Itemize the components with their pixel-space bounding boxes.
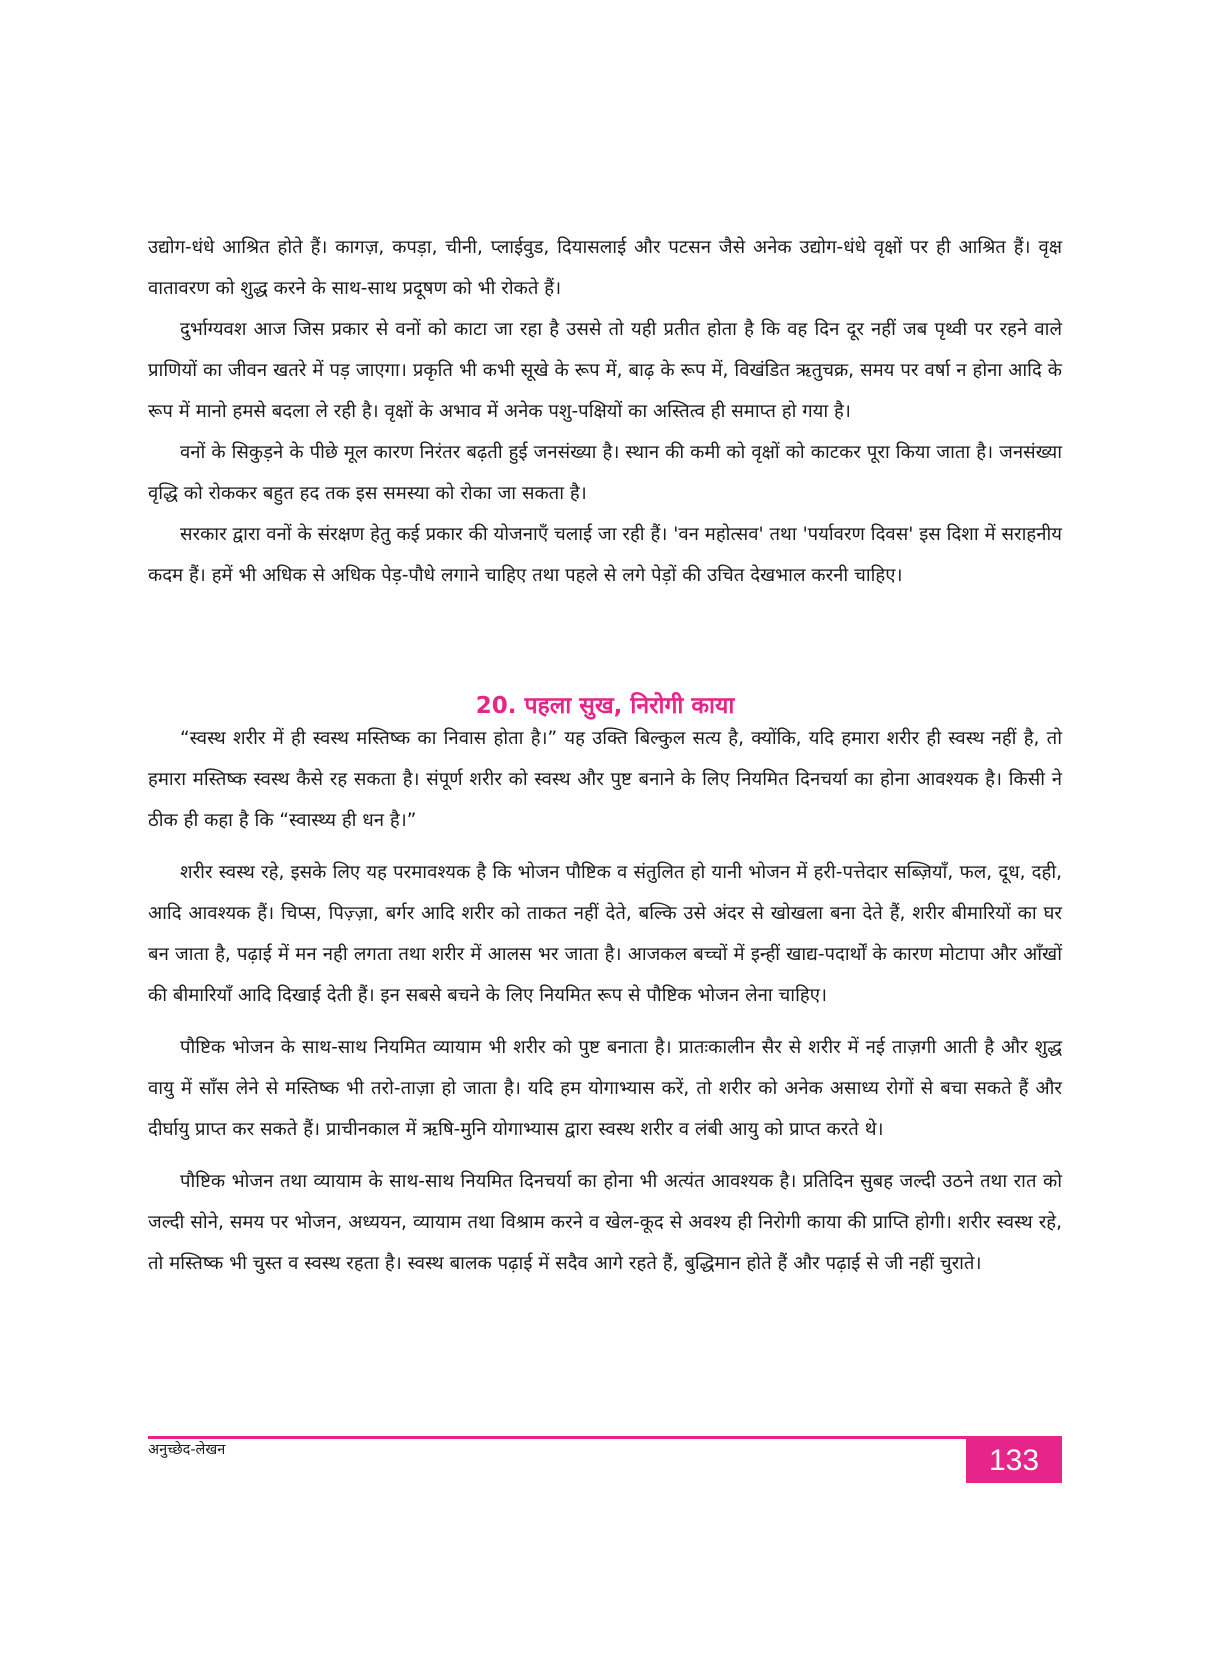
- section-title: 20. पहला सुख, निरोगी काया: [475, 693, 735, 719]
- footer-label: अनुच्छेद-लेखन: [148, 1442, 226, 1458]
- paragraph: शरीर स्वस्थ रहे, इसके लिए यह परमावश्यक है कि भोजन पौष्टिक व संतुलित हो यानी भोजन में हरी-पत्तेदार सब्ज़ियाँ, फल, दूध, दही, आदि आवश्यक हैं। चिप्स, पिज़्ज़ा, बर्गर आदि शरीर को ताकत नहीं देते, बल्कि उसे अंदर से खोखला बना देते हैं, शरीर बीमारियों का घर बन जाता है, पढ़ाई में मन नही लगता तथा शरीर में आलस भर जाता है। आजकल बच्चों में इन्हीं खाद्य-पदार्थों के कारण मोटापा और आँखों की बीमारियाँ आदि दिखाई देती हैं। इन सबसे बचने के लिए नियमित रूप से पौष्टिक भोजन लेना चाहिए।: [148, 862, 1062, 1006]
- page: [148, 0, 1062, 1656]
- paragraph: पौष्टिक भोजन तथा व्यायाम के साथ-साथ नियमित दिनचर्या का होना भी अत्यंत आवश्यक है। प्रतिदिन सुबह जल्दी उठने तथा रात को जल्दी सोने, समय पर भोजन, अध्ययन, व्यायाम तथा विश्राम करने व खेल-कूद से अवश्य ही निरोगी काया की प्राप्ति होगी। शरीर स्वस्थ रहे, तो मस्तिष्क भी चुस्त व स्वस्थ रहता है। स्वस्थ बालक पढ़ाई में सदैव आगे रहते हैं, बुद्धिमान होते हैं और पढ़ाई से जी नहीं चुराते।: [148, 1171, 1062, 1274]
- paragraph: उद्योग-धंधे आश्रित होते हैं। कागज़, कपड़ा, चीनी, प्लाईवुड, दियासलाई और पटसन जैसे अनेक उद्योग-धंधे वृक्षों पर ही आश्रित हैं। वृक्ष वातावरण को शुद्ध करने के साथ-साथ प्रदूषण को भी रोकते हैं।: [148, 237, 1062, 299]
- paragraph: दुर्भाग्यवश आज जिस प्रकार से वनों को काटा जा रहा है उससे तो यही प्रतीत होता है कि वह दिन दूर नहीं जब पृथ्वी पर रहने वाले प्राणियों का जीवन खतरे में पड़ जाएगा। प्रकृति भी कभी सूखे के रूप में, बाढ़ के रूप में, विखंडित ऋतुचक्र, समय पर वर्षा न होना आदि के रूप में मानो हमसे बदला ले रही है। वृक्षों के अभाव में अनेक पशु-पक्षियों का अस्तित्व ही समाप्त हो गया है।: [148, 319, 1062, 422]
- footer-divider: [148, 1436, 1062, 1439]
- paragraph: वनों के सिकुड़ने के पीछे मूल कारण निरंतर बढ़ती हुई जनसंख्या है। स्थान की कमी को वृक्षों को काटकर पूरा किया जाता है। जनसंख्या वृद्धि को रोककर बहुत हद तक इस समस्या को रोका जा सकता है।: [148, 442, 1062, 504]
- page-number: 133: [966, 1439, 1062, 1483]
- paragraph: “स्वस्थ शरीर में ही स्वस्थ मस्तिष्क का निवास होता है।” यह उक्ति बिल्कुल सत्य है, क्योंकि, यदि हमारा शरीर ही स्वस्थ नहीं है, तो हमारा मस्तिष्क स्वस्थ कैसे रह सकता है। संपूर्ण शरीर को स्वस्थ और पुष्ट बनाने के लिए नियमित दिनचर्या का होना आवश्यक है। किसी ने ठीक ही कहा है कि “स्वास्थ्य ही धन है।”: [148, 728, 1062, 831]
- paragraph: सरकार द्वारा वनों के संरक्षण हेतु कई प्रकार की योजनाएँ चलाई जा रही हैं। 'वन महोत्सव' तथा 'पर्यावरण दिवस' इस दिशा में सराहनीय कदम हैं। हमें भी अधिक से अधिक पेड़-पौधे लगाने चाहिए तथा पहले से लगे पेड़ों की उचित देखभाल करनी चाहिए।: [148, 524, 1062, 586]
- continuation-text: [148, 227, 1062, 596]
- section-text: [148, 718, 1062, 1284]
- paragraph: पौष्टिक भोजन के साथ-साथ नियमित व्यायाम भी शरीर को पुष्ट बनाता है। प्रातःकालीन सैर से शरीर में नई ताज़गी आती है और शुद्ध वायु में साँस लेने से मस्तिष्क भी तरो-ताज़ा हो जाता है। यदि हम योगाभ्यास करें, तो शरीर को अनेक असाध्य रोगों से बचा सकते हैं और दीर्घायु प्राप्त कर सकते हैं। प्राचीनकाल में ऋषि-मुनि योगाभ्यास द्वारा स्वस्थ शरीर व लंबी आयु को प्राप्त करते थे।: [148, 1037, 1062, 1140]
